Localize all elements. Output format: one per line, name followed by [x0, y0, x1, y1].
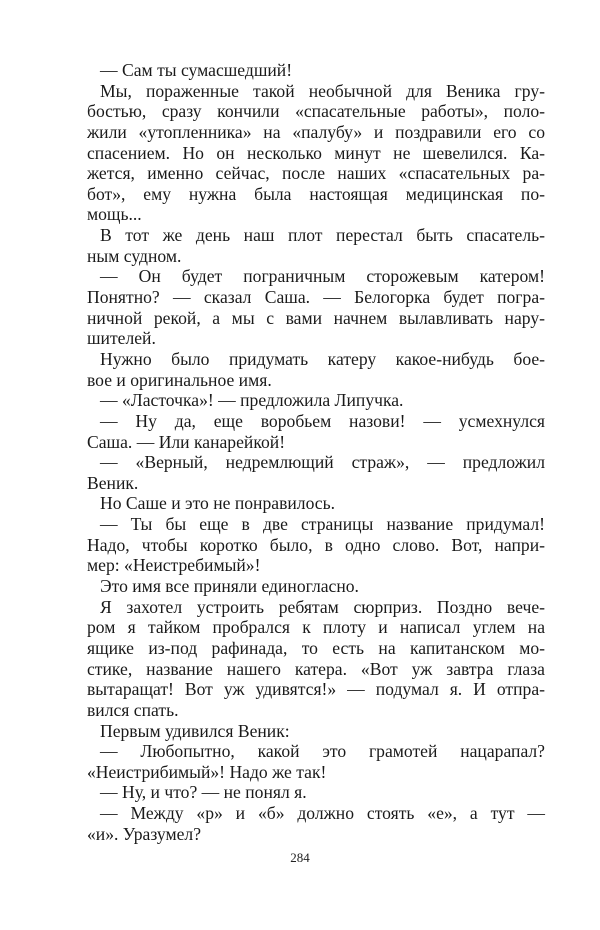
- text-line: ром я тайком пробрался к плоту и написал углем на: [87, 617, 545, 638]
- paragraph: [87, 81, 545, 225]
- text-line: Я захотел устроить ребятам сюрприз. Поздно вече-: [100, 596, 545, 617]
- text-line: ничной рекой, а мы с вами начнем вылавливать нару-: [87, 307, 545, 328]
- text-line: — Сам ты сумасшедший!: [100, 60, 293, 80]
- paragraph: [87, 60, 545, 81]
- text-line: стике, название нашего катера. «Вот уж завтра глаза: [87, 658, 545, 679]
- text-line: шителей.: [87, 328, 156, 349]
- paragraph: [87, 597, 545, 721]
- text-line: — «Верный, недремлющий страж», — предложил: [100, 452, 545, 473]
- paragraph: [87, 721, 545, 742]
- text-line: — Он будет пограничным сторожевым катером!: [100, 266, 545, 287]
- text-line: Нужно было придумать катеру какое-нибудь бое-: [100, 348, 545, 369]
- text-line: Саша. — Или канарейкой!: [87, 431, 286, 452]
- text-line: Надо, чтобы коротко было, в одно слово. Вот, напри-: [87, 534, 545, 555]
- text-line: мер: «Неистребимый»!: [87, 555, 261, 576]
- text-line: В тот же день наш плот перестал быть спасатель-: [100, 225, 545, 246]
- book-page-text: [87, 60, 545, 844]
- text-line: Веник.: [87, 472, 139, 493]
- text-line: — Ну да, еще воробьем назови! — усмехнулся: [100, 410, 545, 431]
- text-line: жется, именно сейчас, после наших «спасательных ра-: [87, 163, 545, 184]
- paragraph: [87, 803, 545, 844]
- text-line: ящике из-под рафинада, то есть на капитанском мо-: [87, 637, 545, 658]
- text-line: — «Ласточка»! — предложила Липучка.: [100, 390, 404, 411]
- text-line: мощь...: [87, 204, 142, 225]
- page-number: 284: [290, 850, 310, 865]
- text-line: — Ты бы еще в две страницы название придумал!: [100, 514, 545, 535]
- text-line: — Между «р» и «б» должно стоять «е», а тут —: [100, 803, 545, 824]
- paragraph: [87, 266, 545, 349]
- paragraph: [87, 349, 545, 390]
- paragraph: [87, 514, 545, 576]
- text-line: — Любопытно, какой это грамотей нацарапал?: [100, 741, 545, 762]
- paragraph: [87, 225, 545, 266]
- text-line: бот», ему нужна была настоящая медицинская по-: [87, 183, 545, 204]
- text-line: Первым удивился Веник:: [100, 720, 290, 741]
- text-line: спасением. Но он несколько минут не шевелился. Ка-: [87, 142, 545, 163]
- text-line: «Неистрибимый»! Надо же так!: [87, 761, 327, 782]
- paragraph: [87, 452, 545, 493]
- text-line: Мы, пораженные такой необычной для Веника гру-: [100, 80, 545, 101]
- paragraph: [87, 741, 545, 782]
- text-line: бостью, сразу кончили «спасательные работы», поло-: [87, 101, 545, 122]
- text-line: вое и оригинальное имя.: [87, 369, 272, 390]
- text-line: ным судном.: [87, 245, 182, 266]
- paragraph: [87, 411, 545, 452]
- text-line: — Ну, и что? — не понял я.: [100, 782, 307, 803]
- text-line: «и». Уразумел?: [87, 823, 201, 844]
- text-line: вытаращат! Вот уж удивятся!» — подумал я. И отпра-: [87, 679, 545, 700]
- text-line: Понятно? — сказал Саша. — Белогорка будет погра-: [87, 287, 545, 308]
- paragraph: [87, 390, 545, 411]
- text-line: Это имя все приняли единогласно.: [100, 576, 359, 597]
- text-line: жили «утопленника» на «палубу» и поздравили его со: [87, 121, 545, 142]
- paragraph: [87, 493, 545, 514]
- text-line: вился спать.: [87, 699, 179, 720]
- text-line: Но Саше и это не понравилось.: [100, 493, 336, 514]
- paragraph: [87, 576, 545, 597]
- paragraph: [87, 782, 545, 803]
